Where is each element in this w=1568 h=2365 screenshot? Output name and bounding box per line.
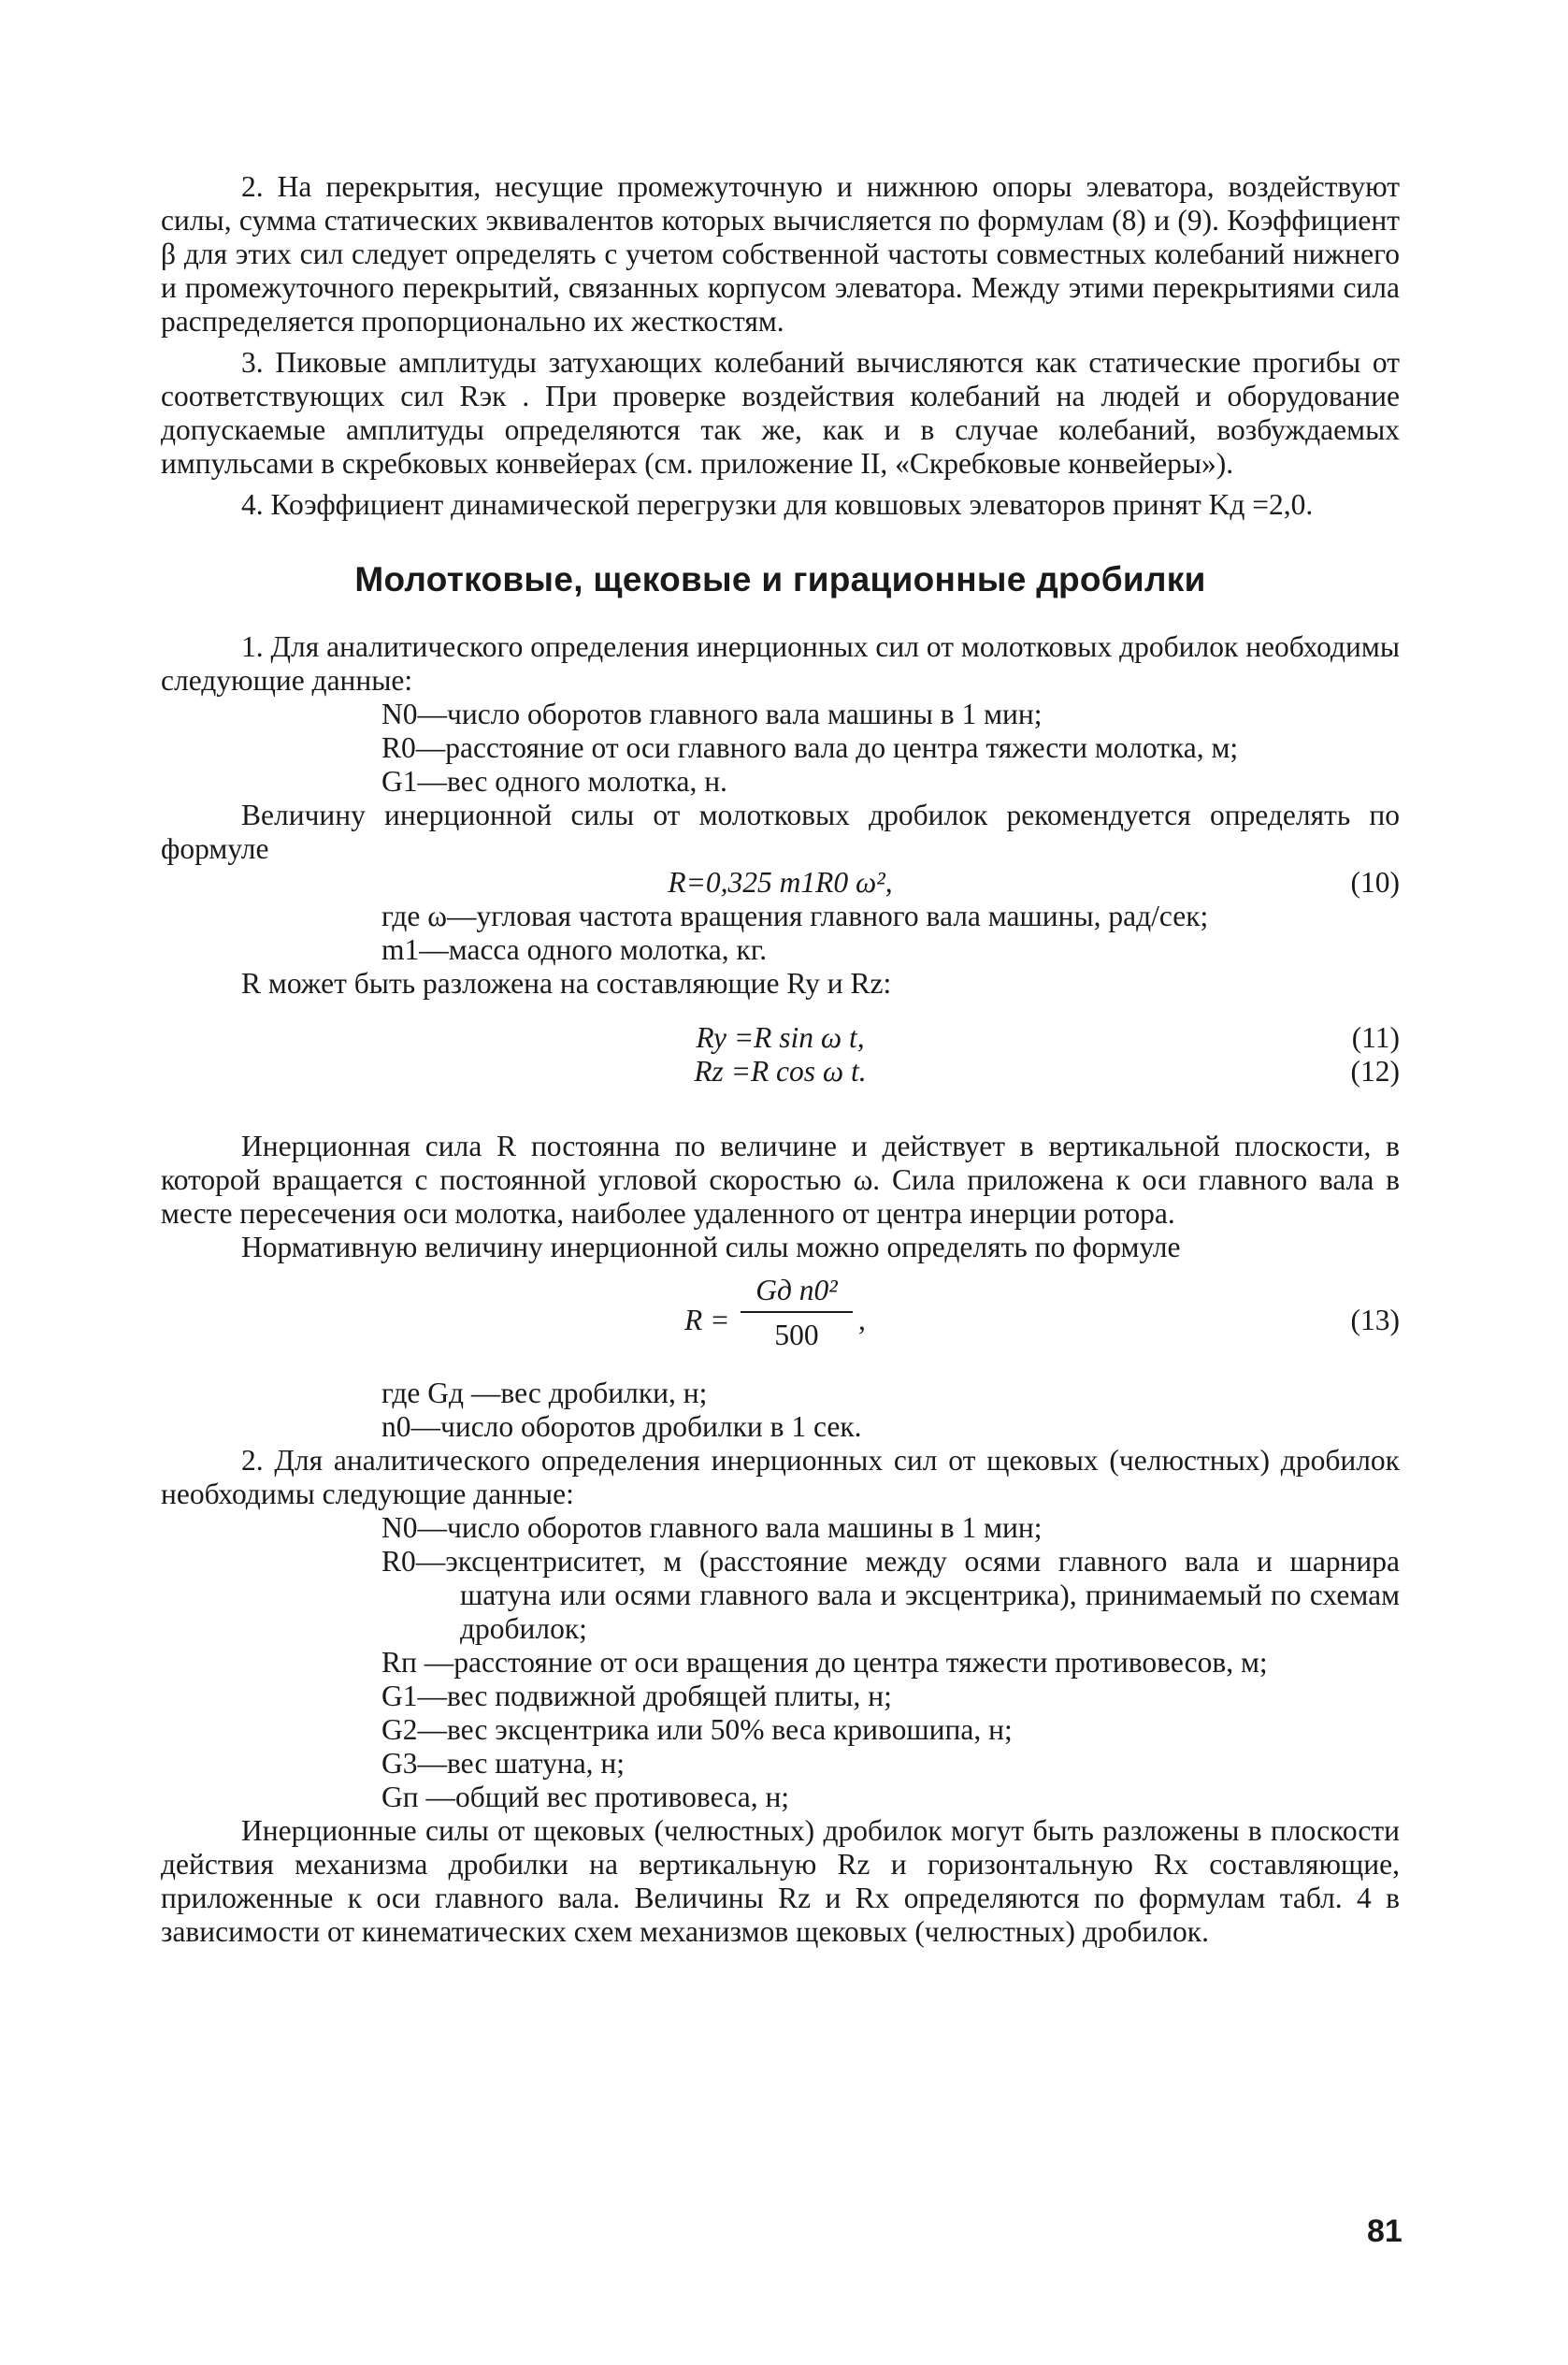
definition-item: G2—вес эксцентрика или 50% веса кривошипа, н; [381, 1713, 1013, 1746]
definition-item: R0—эксцентриситет, м (расстояние между осями главного вала и шарнира шатуна или осями главного вала и эксцентрика), принимаемый по схемам дробилок; [381, 1545, 1400, 1645]
paragraph-jaw-forces: Инерционные силы от щековых (челюстных) дробилок могут быть разложены в плоскости действия механизма дробилки на вертикальную Rz и горизонтальную Rx составляющие, приложенные к оси главного вала. Величины Rz и Rx определяются по формулам табл. 4 в зависимости от кинематических схем механизмов щековых (челюстных) дробилок. [161, 1814, 1400, 1948]
equation-12-number: (12) [1350, 1055, 1400, 1088]
paragraph-formula-intro: Величину инерционной силы от молотковых дробилок рекомендуется определять по формуле [161, 799, 1400, 865]
definition-item: G3—вес шатуна, н; [381, 1747, 626, 1780]
equation-13-number: (13) [1350, 1304, 1400, 1336]
paragraph-decomposition: R может быть разложена на составляющие Ry и Rz: [241, 967, 892, 1000]
paragraph-normative-value: Нормативную величину инерционной силы можно определять по формуле [241, 1231, 1181, 1263]
paragraph-3-peak-amplitudes: 3. Пиковые амплитуды затухающих колебаний вычисляются как статические прогибы от соответствующих сил Rэк . При проверке воздействия колебаний на людей и оборудование допускаемые амплитуды определяются так же, как и в случае колебаний, возбуждаемых импульсами в скребковых конвейерах (см. приложение II, «Скребковые конвейеры»). [161, 346, 1400, 480]
page-number: 81 [1367, 2214, 1403, 2249]
where-omega: где ω—угловая частота вращения главного вала машины, рад/сек; [381, 900, 1209, 932]
paragraph-4-dynamic-coefficient: 4. Коэффициент динамической перегрузки для ковшовых элеваторов принят Kд =2,0. [241, 488, 1314, 521]
where-crusher-weight: где Gд —вес дробилки, н; [381, 1377, 708, 1409]
equation-10 [161, 866, 1400, 900]
equation-13: R = Gд n0² 500 , (13) [684, 1274, 1400, 1351]
equation-12-body: Rz =R cos ω t. [694, 1055, 867, 1088]
paragraph-1-hammer-crushers: 1. Для аналитического определения инерционных сил от молотковых дробилок необходимы следующие данные: [161, 630, 1400, 697]
where-revolutions: n0—число оборотов дробилки в 1 сек. [381, 1410, 862, 1443]
equation-12 [161, 1055, 1400, 1089]
equation-11-body: Ry =R sin ω t, [696, 1021, 865, 1054]
equation-13-numerator: Gд n0² [755, 1274, 838, 1306]
definition-item: N0—число оборотов главного вала машины в 1 мин; [381, 1511, 1043, 1544]
paragraph-inertial-force: Инерционная сила R постоянна по величине и действует в вертикальной плоскости, в которой вращается с постоянной угловой скоростью ω. Сила приложена к оси главного вала в месте пересечения оси молотка, наиболее удаленного от центра инерции ротора. [161, 1130, 1400, 1230]
equation-13-lhs: R = [684, 1304, 730, 1336]
equation-11 [161, 1021, 1400, 1055]
definition-item: R0—расстояние от оси главного вала до центра тяжести молотка, м; [381, 731, 1239, 764]
definition-item: G1—вес одного молотка, н. [381, 765, 727, 798]
text-column [161, 170, 1400, 1949]
definition-item: N0—число оборотов главного вала машины в 1 мин; [381, 698, 1043, 730]
paragraph-2-jaw-crushers: 2. Для аналитического определения инерционных сил от щековых (челюстных) дробилок необходимы следующие данные: [161, 1444, 1400, 1510]
definition-item: Gп —общий вес противовеса, н; [381, 1781, 790, 1813]
where-mass: m1—масса одного молотка, кг. [381, 933, 768, 966]
equation-10-number: (10) [1350, 866, 1400, 899]
equation-11-number: (11) [1351, 1021, 1400, 1054]
definitions-list-hammer [161, 698, 1400, 799]
paragraph-2-elevator-floors: 2. На перекрытия, несущие промежуточную и нижнюю опоры элеватора, воздействуют силы, сумма статических эквивалентов которых вычисляется по формулам (8) и (9). Коэффициент β для этих сил следует определять с учетом собственной частоты совместных колебаний нижнего и промежуточного перекрытий, связанных корпусом элеватора. Между этими перекрытиями сила распределяется пропорционально их жесткостям. [161, 170, 1400, 338]
definition-item: G1—вес подвижной дробящей плиты, н; [381, 1680, 892, 1712]
definition-item: Rп —расстояние от оси вращения до центра тяжести противовесов, м; [381, 1646, 1268, 1679]
equation-10-body: R=0,325 m1R0 ω², [668, 866, 893, 899]
section-heading: Молотковые, щековые и гирационные дробилки [354, 560, 1206, 598]
definitions-list-jaw [161, 1511, 1400, 1814]
fraction-bar [741, 1311, 853, 1313]
equation-13-fraction [741, 1274, 853, 1352]
equation-13-denominator: 500 [774, 1319, 819, 1351]
